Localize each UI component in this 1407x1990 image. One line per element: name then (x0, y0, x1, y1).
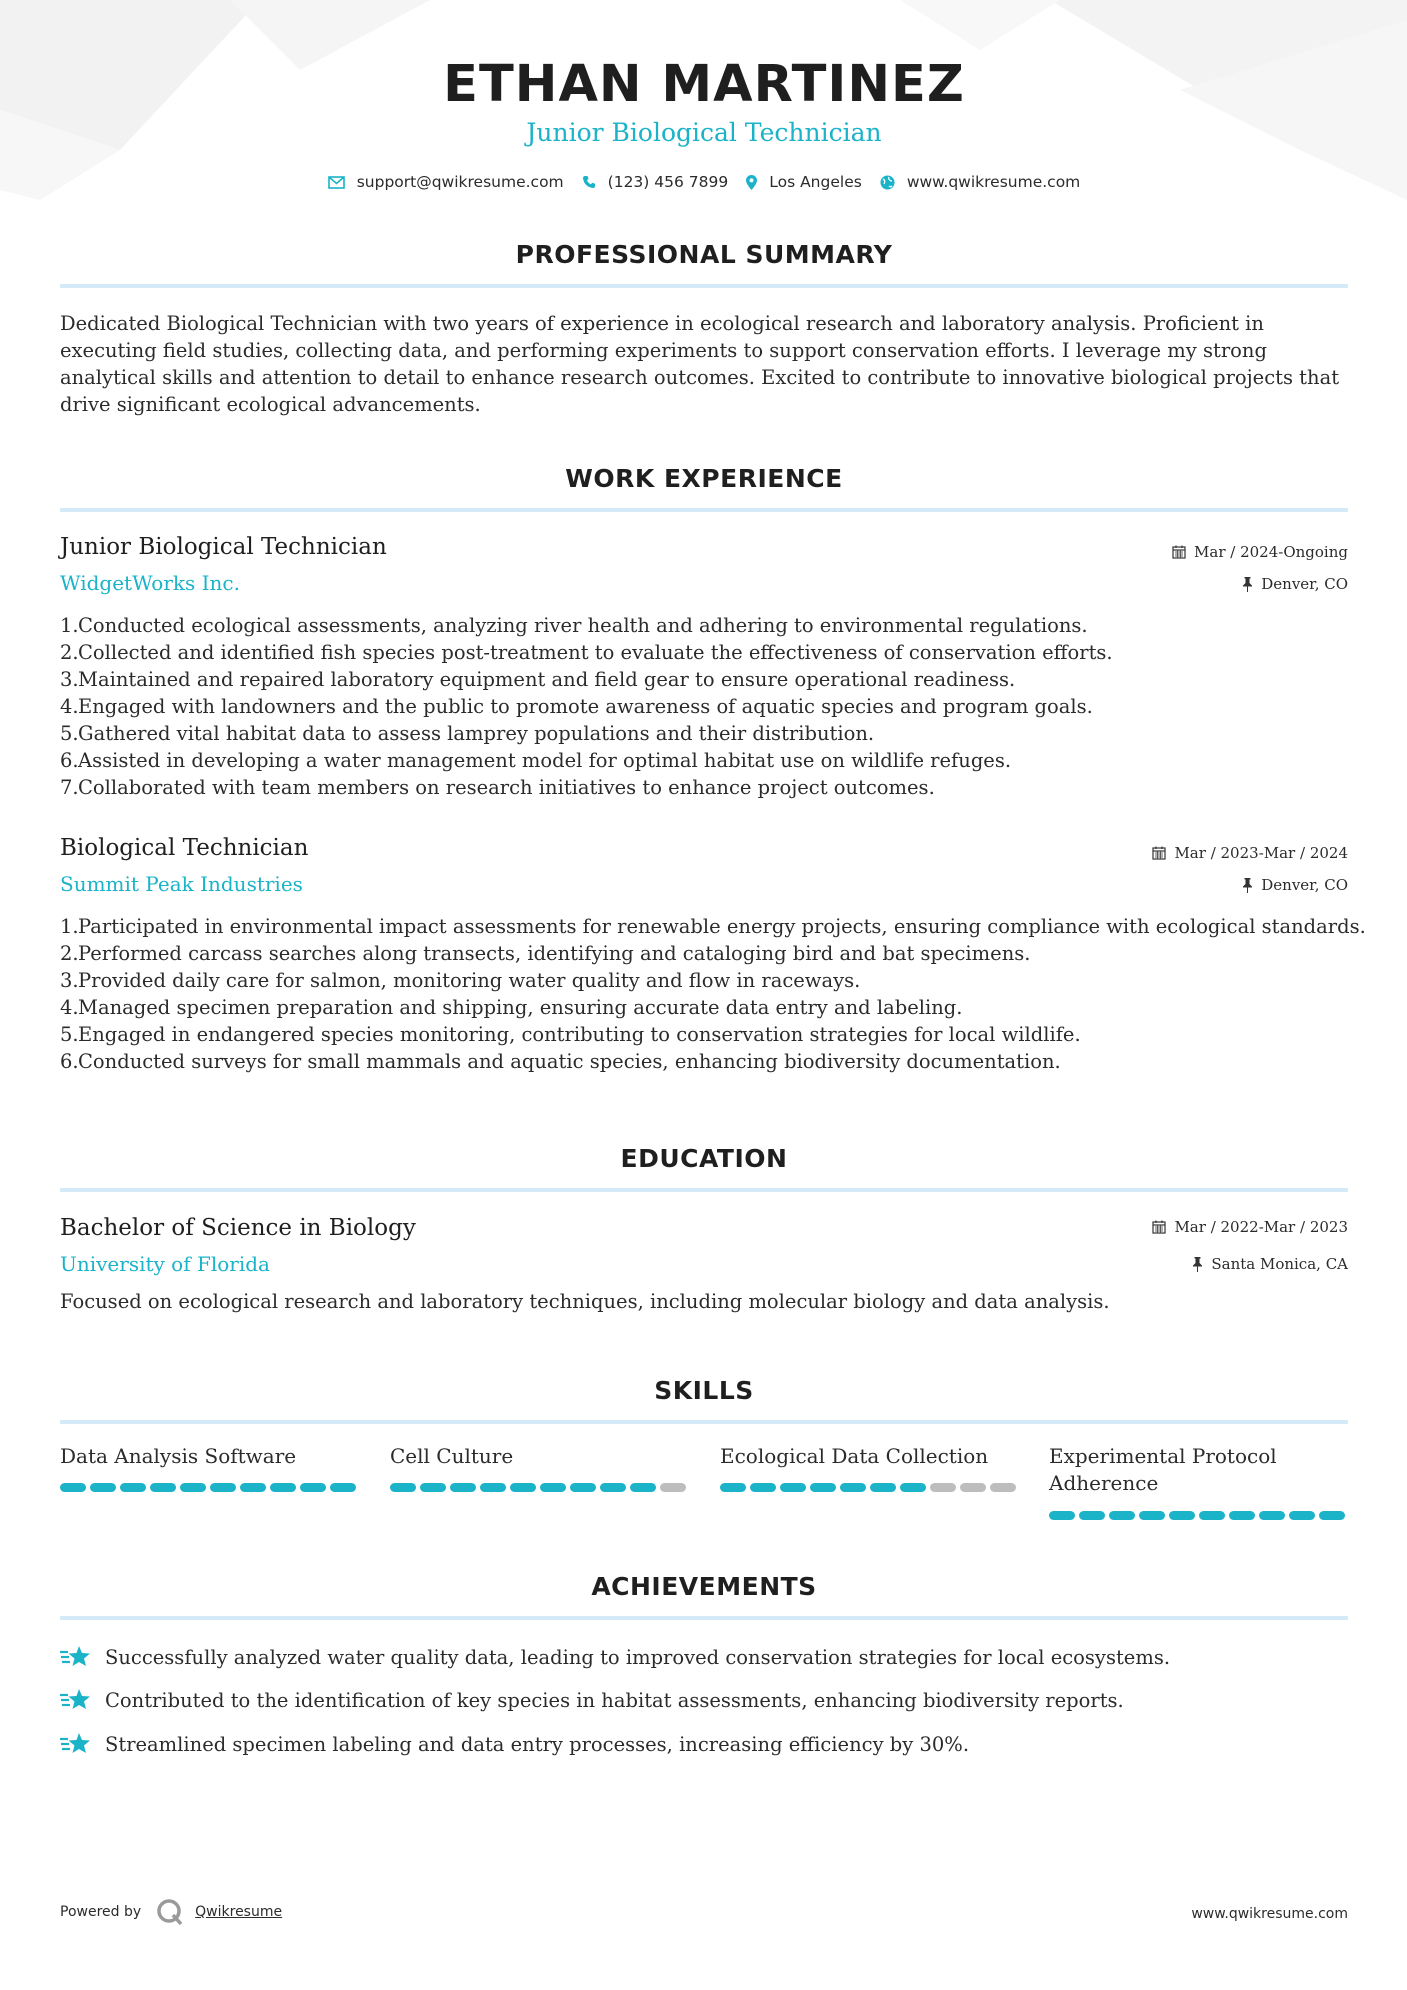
section-divider (60, 1420, 1348, 1424)
powered-by-label: Powered by (60, 1904, 142, 1920)
skill-segment-empty (990, 1483, 1016, 1492)
education-dates-text: Mar / 2022-Mar / 2023 (1174, 1218, 1348, 1236)
job-title: Biological Technician (60, 835, 309, 861)
job-duties-list (60, 913, 1366, 1075)
skill-segment-filled (90, 1483, 116, 1492)
achievement-text: Contributed to the identification of key species in habitat assessments, enhancing biodiversity reports. (105, 1688, 1124, 1712)
contact-website-text: www.qwikresume.com (906, 173, 1081, 191)
skill-segment-filled (420, 1483, 446, 1492)
job-location-text: Denver, CO (1261, 575, 1348, 593)
section-divider (60, 1616, 1348, 1620)
skill-segment-empty (930, 1483, 956, 1492)
star-icon (60, 1643, 93, 1671)
education-location-text: Santa Monica, CA (1211, 1255, 1348, 1273)
job-dates-text: Mar / 2024-Ongoing (1194, 543, 1348, 561)
contact-bar (60, 173, 1348, 191)
skill-item (60, 1443, 360, 1470)
skill-name: Cell Culture (390, 1444, 514, 1468)
skill-segment-filled (1289, 1511, 1315, 1520)
skill-level-bar (1049, 1511, 1349, 1520)
achievement-item (60, 1643, 1348, 1671)
skill-segment-filled (1079, 1511, 1105, 1520)
achievement-text: Streamlined specimen labeling and data entry processes, increasing efficiency by 30%. (105, 1732, 970, 1756)
section-title-experience: WORK EXPERIENCE (565, 464, 843, 493)
list-item: 6.Conducted surveys for small mammals and aquatic species, enhancing biodiversity documentation. (60, 1050, 1061, 1073)
pushpin-icon (1242, 577, 1253, 592)
section-divider (60, 508, 1348, 512)
footer-powered-by (60, 1897, 282, 1927)
envelope-icon (328, 176, 345, 189)
skill-segment-filled (450, 1483, 476, 1492)
skill-segment-filled (630, 1483, 656, 1492)
star-icon (60, 1730, 93, 1758)
job-dates (1172, 543, 1348, 561)
skill-level-bar (720, 1483, 1020, 1492)
skill-item (720, 1443, 1020, 1470)
skill-segment-filled (720, 1483, 746, 1492)
skill-segment-empty (960, 1483, 986, 1492)
skill-segment-filled (570, 1483, 596, 1492)
skill-segment-filled (1199, 1511, 1225, 1520)
skill-segment-filled (750, 1483, 776, 1492)
skill-segment-filled (60, 1483, 86, 1492)
contact-website[interactable] (880, 173, 1080, 191)
footer-website[interactable]: www.qwikresume.com (1191, 1906, 1348, 1922)
pushpin-icon (1242, 878, 1253, 893)
skill-name: Data Analysis Software (60, 1444, 297, 1468)
skill-segment-filled (300, 1483, 326, 1492)
skill-segment-filled (540, 1483, 566, 1492)
education-dates (1152, 1218, 1348, 1236)
skill-item (390, 1443, 690, 1470)
contact-phone-text: (123) 456 7899 (607, 173, 729, 191)
job-company: Summit Peak Industries (60, 872, 303, 896)
job-company: WidgetWorks Inc. (60, 571, 240, 595)
job-location (1242, 575, 1348, 593)
list-item: 4.Engaged with landowners and the public to promote awareness of aquatic species and program goals. (60, 695, 1093, 718)
section-title-summary: PROFESSIONAL SUMMARY (515, 240, 893, 269)
skill-segment-filled (1049, 1511, 1075, 1520)
skill-segment-filled (1109, 1511, 1135, 1520)
job-location-text: Denver, CO (1261, 876, 1348, 894)
candidate-name: ETHAN MARTINEZ (443, 55, 965, 114)
skill-segment-filled (900, 1483, 926, 1492)
contact-location-text: Los Angeles (769, 173, 862, 191)
skill-segment-filled (240, 1483, 266, 1492)
contact-location (746, 173, 862, 191)
job-dates-text: Mar / 2023-Mar / 2024 (1174, 844, 1348, 862)
list-item: 1.Conducted ecological assessments, analyzing river health and adhering to environmental regulations. (60, 614, 1088, 637)
calendar-icon (1172, 545, 1186, 559)
pushpin-icon (1192, 1257, 1203, 1272)
achievement-item (60, 1730, 1348, 1758)
list-item: 2.Collected and identified fish species post-treatment to evaluate the effectiveness of conservation efforts. (60, 641, 1113, 664)
skill-segment-filled (810, 1483, 836, 1492)
job-location (1242, 876, 1348, 894)
skill-segment-filled (480, 1483, 506, 1492)
contact-email-text: support@qwikresume.com (356, 173, 564, 191)
skill-name: Experimental Protocol Adherence (1049, 1444, 1277, 1495)
section-divider (60, 1188, 1348, 1192)
skill-segment-filled (120, 1483, 146, 1492)
skill-name: Ecological Data Collection (720, 1444, 989, 1468)
job-dates (1152, 844, 1348, 862)
skill-segment-filled (150, 1483, 176, 1492)
school-name: University of Florida (60, 1252, 270, 1276)
skill-segment-filled (780, 1483, 806, 1492)
star-icon (60, 1686, 93, 1714)
skill-segment-filled (870, 1483, 896, 1492)
skill-segment-filled (1139, 1511, 1165, 1520)
calendar-icon (1152, 846, 1166, 860)
list-item: 5.Gathered vital habitat data to assess lamprey populations and their distribution. (60, 722, 875, 745)
list-item: 7.Collaborated with team members on research initiatives to enhance project outcomes. (60, 776, 935, 799)
job-duties-list (60, 612, 1360, 801)
skill-segment-filled (510, 1483, 536, 1492)
calendar-icon (1152, 1220, 1166, 1234)
list-item: 4.Managed specimen preparation and shipping, ensuring accurate data entry and labeling. (60, 996, 963, 1019)
section-divider (60, 284, 1348, 288)
skill-segment-filled (1319, 1511, 1345, 1520)
candidate-role: Junior Biological Technician (526, 118, 882, 147)
skill-segment-filled (1169, 1511, 1195, 1520)
section-title-achievements: ACHIEVEMENTS (591, 1572, 817, 1601)
skill-segment-filled (180, 1483, 206, 1492)
achievement-text: Successfully analyzed water quality data, leading to improved conservation strategies for local ecosystems. (105, 1645, 1171, 1669)
list-item: 2.Performed carcass searches along transects, identifying and cataloging bird and bat specimens. (60, 942, 1031, 965)
list-item: 3.Maintained and repaired laboratory equipment and field gear to ensure operational readiness. (60, 668, 1016, 691)
map-pin-icon (746, 175, 757, 190)
skill-segment-empty (660, 1483, 686, 1492)
contact-email[interactable] (328, 173, 564, 191)
skill-item (1049, 1443, 1349, 1497)
list-item: 3.Provided daily care for salmon, monitoring water quality and flow in raceways. (60, 969, 861, 992)
achievement-item (60, 1686, 1348, 1714)
skill-segment-filled (600, 1483, 626, 1492)
section-title-education: EDUCATION (620, 1144, 788, 1173)
qwikresume-link[interactable]: Qwikresume (195, 1904, 283, 1920)
phone-icon (582, 175, 596, 189)
skill-level-bar (390, 1483, 690, 1492)
globe-icon (880, 175, 895, 190)
education-description: Focused on ecological research and laboratory techniques, including molecular biology and data analysis. (60, 1290, 1110, 1313)
skill-segment-filled (270, 1483, 296, 1492)
list-item: 1.Participated in environmental impact assessments for renewable energy projects, ensuring compliance with ecological standards. (60, 915, 1366, 938)
list-item: 6.Assisted in developing a water management model for optimal habitat use on wildlife refuges. (60, 749, 1012, 772)
degree-title: Bachelor of Science in Biology (60, 1215, 416, 1241)
skill-segment-filled (390, 1483, 416, 1492)
skill-segment-filled (330, 1483, 356, 1492)
skill-segment-filled (1259, 1511, 1285, 1520)
contact-phone[interactable] (582, 173, 729, 191)
skill-segment-filled (840, 1483, 866, 1492)
skill-segment-filled (1229, 1511, 1255, 1520)
qwikresume-logo-icon (155, 1897, 185, 1927)
education-location (1192, 1255, 1348, 1273)
skill-segment-filled (210, 1483, 236, 1492)
skill-level-bar (60, 1483, 360, 1492)
section-title-skills: SKILLS (654, 1376, 754, 1405)
job-title: Junior Biological Technician (60, 534, 387, 560)
summary-text: Dedicated Biological Technician with two years of experience in ecological research and laboratory analysis. Proficient in executing field studies, collecting data, and performing experiments to support conservation efforts. I leverage my strong analytical skills and attention to detail to enhance research outcomes. Excited to contribute to innovative biological projects that drive significant ecological advancements. (60, 312, 1340, 416)
list-item: 5.Engaged in endangered species monitoring, contributing to conservation strategies for local wildlife. (60, 1023, 1081, 1046)
